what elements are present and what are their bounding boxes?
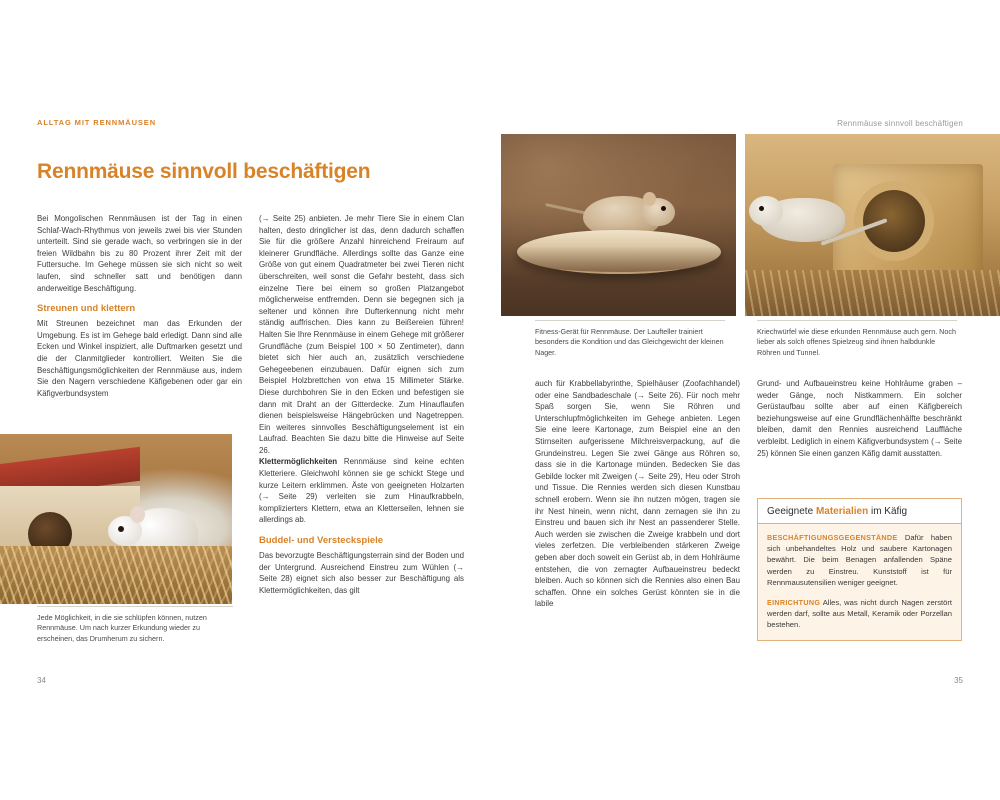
page-title: Rennmäuse sinnvoll beschäftigen xyxy=(37,160,371,183)
gerbil-eye xyxy=(759,206,764,211)
photo-gerbil-on-running-disc xyxy=(501,134,736,316)
right-column-1 xyxy=(535,378,740,610)
gerbil-head xyxy=(749,196,783,226)
paragraph-einstreu: Grund- und Aufbaueinstreu keine Hohlräume graben – weder Gänge, noch Nistkammern. Ein solcher Gerüstaufbau sollte aber auf einen Käfigbereich beziehungsweise auf eine Grundflächenhälfte beschränkt bleiben, damit den Rennies ausreichend Lauffläche verbleibt. Lediglich in einem Käfigverbundsystem (→ Seite 25) können Sie einen ganzen Käfig damit ausstatten. xyxy=(757,379,962,458)
info-box-text-2: Alles, was nicht durch Nagen zerstört werden darf, sollte aus Metall, Keramik oder Porzellan bestehen. xyxy=(767,598,952,630)
paragraph-gehege: (→ Seite 25) anbieten. Je mehr Tiere Sie in einem Clan halten, desto dringlicher ist das, denn dadurch schaffen Sie für die größere Anzahl hinreichend Freiraum auf kleinerer Grundfläche. Allerdings sollte das Ganze eine Größe von gut einem Quadratmeter bei zwei Tieren nicht überschreiten, weil sonst die Gefahr besteht, dass sich einzelne Tiere bei einem so großen Platzangebot möglicherweise entfremden. Denn sie begegnen sich ja seltener und können ihre Dufterkennung nicht mehr ständig auffrischen. Dies kann zu Beißereien führen! Halten Sie Ihre Rennmäuse in einem Gehege mit größerer Grundfläche (zum Beispiel 100 × 50 Zentimeter), dann bietet sich hier auch an, zusätzlich verschiedene Gehegeebenen einzubauen. Dafür eignen sich zum Beispiel Holzbrettchen von etwa 15 Millimeter Stärke. Diese durchbohren Sie in den Ecken und befestigen sie dann mit Draht an der Gitterdecke. Zum Hinauflaufen dienen beispielsweise Hängebrücken und Nagetreppen. Ein weiteres sinnvolles Beschäftigungselement ist ein Laufrad. Beachten Sie dazu bitte die Hinweise auf Seite 26. xyxy=(259,214,464,455)
running-head-right: Rennmäuse sinnvoll beschäftigen xyxy=(837,119,963,128)
info-box-paragraph-1 xyxy=(767,532,952,588)
caption-wheel-photo: Fitness-Gerät für Rennmäuse. Der Laufteller trainiert besonders die Kondition und das Gleichgewicht der kleinen Nager. xyxy=(535,327,724,357)
info-box-body xyxy=(758,524,961,640)
subheading-streunen: Streunen und klettern xyxy=(37,303,136,315)
paragraph-streunen: Mit Streunen bezeichnet man das Erkunden der Umgebung. Es ist im Gehege bald erledigt. Dann sind alle Ecken und Winkel inspiziert, alle Duftmarken gesetzt und die der Clanmitglieder kontrolliert. Weiten Sie die Beschäftigungsmöglichkeiten der Rennmäuse aus, indem Sie den Nagern verschiedene Käfigebenen oder gar ein Käfigverbundsystem xyxy=(37,319,242,398)
info-box-title-part1: Geeignete xyxy=(767,506,816,517)
intro-paragraph: Bei Mongolischen Rennmäusen ist der Tag in einen Schlaf-Wach-Rhythmus von jeweils zwei bis vier Stunden unterteilt. Sind sie gerade wach, so verbringen sie in der freien Wildbahn bis zu 80 Prozent ihrer Zeit mit der Futtersuche. Im Gehege müssen sie sich nicht so weit laufen, sind schneller satt und benötigen dann anderweitige Beschäftigung. xyxy=(37,214,242,293)
folio-right: 35 xyxy=(954,676,963,685)
info-box-text-1: Dafür haben sich unbehandeltes Holz und saubere Kartonagen bewährt. Die beim Benagen anfallenden Späne werden zu Einstreu. Kunststoff ist für Rennmausutensilien weniger geeignet. xyxy=(767,533,952,587)
paragraph-klettermoeglichkeiten-text: Rennmäuse sind keine echten Kletteriere. Gleichwohl können sie ge schickt Stege und kurze Leitern erklimmen. Äste von geeigneten Holzarten (→ Seite 29) verleiten sie zum Hinaufkrabbeln, komplizierters Klettern, etwa an Kletterseilen, lehnen sie allerdings ab. xyxy=(259,457,464,525)
info-box-title-part2: im Käfig xyxy=(868,506,908,517)
gerbil-eye xyxy=(118,526,124,532)
info-box-title-accent: Materialien xyxy=(815,506,869,517)
caption-tunnel-photo: Kriechwürfel wie diese erkunden Rennmäuse auch gern. Noch lieber als solch offenes Spielzeug sind ihnen halbdunkle Röhren und Tunnel. xyxy=(757,327,956,357)
caption-house-photo: Jede Möglichkeit, in die sie schlüpfen können, nutzen Rennmäuse. Um nach kurzer Erkundung wieder zu erscheinen, das Drumherum zu sichern. xyxy=(37,613,207,643)
running-head-left: ALLTAG MIT RENNMÄUSEN xyxy=(37,118,157,127)
straw-bedding xyxy=(0,546,232,604)
caption-divider xyxy=(535,320,725,321)
info-box-materials xyxy=(757,498,962,641)
paragraph-klettermoeglichkeiten xyxy=(259,456,464,526)
paragraph-buddel: Das bevorzugte Beschäftigungsterrain sind der Boden und der Untergrund. Ausreichend Einstreu zum Wühlen (→ Seite 28) eignet sich also besser zur Beschäftigung als Klettermöglichkeiten, das gilt xyxy=(259,551,464,595)
folio-left: 34 xyxy=(37,676,46,685)
left-column-1 xyxy=(37,213,242,399)
info-box-lead-2: EINRICHTUNG xyxy=(767,598,821,608)
left-column-2 xyxy=(259,213,464,596)
running-disc-edge xyxy=(517,246,721,272)
gerbil-ear xyxy=(130,506,145,523)
bedding-ground xyxy=(745,270,1000,316)
crawl-cube-hole xyxy=(863,190,925,252)
info-box-lead-1: BESCHÄFTIGUNGSGEGENSTÄNDE xyxy=(767,533,898,542)
paragraph-roehren: auch für Krabbellabyrinthe, Spielhäuser (Zoofachhandel) oder eine Sandbadeschale (→ Seite 26). Für noch mehr Spaß sorgen Sie, wenn Sie Röhren und Unterschlupfmöglichkeiten im Gehege anbieten. Legen Sie eine leere Kartonage, zum Beispiel eine an den Stirnseiten aufgerissene Milchreisverpackung, auf die Grundeinstreu. Legen Sie zwei Gänge aus Röhren so, dass sie in die Kartonage münden. Bedecken Sie das Gebilde locker mit Zweigen (→ Seite 29), Heu oder Stroh und Tissue. Die Rennies werden sich diesen Kunstbau schnell erobern. Wenn sie ihn nutzen mögen, tragen sie ihr Nest hinein, wenn nicht, dann zernagen sie ihn zu Einstreu und bauen sich ihr Nest an passenderer Stelle. Auch werden sie zwischen die Zweige krabbeln und dort vieles zerfetzen. Die verbleibenden stärkeren Zweige geben aber doch soweit ein Gerüst ab, in dem Hohlräume entstehen, die von zernagter Aufbaueinstreu bedeckt bleiben. Auch so können sich die Rennies also einen Bau schaffen. Ohne ein solches Gerüst könnten sie in die labile xyxy=(535,379,740,609)
caption-divider xyxy=(37,606,233,607)
photo-gerbil-with-crawl-cube xyxy=(745,134,1000,316)
caption-divider xyxy=(757,320,957,321)
photo-gerbil-in-house xyxy=(0,434,232,604)
gerbil-ear xyxy=(643,192,656,206)
gerbil-eye xyxy=(661,206,666,211)
subheading-buddel: Buddel- und Versteckspiele xyxy=(259,535,384,547)
right-column-2 xyxy=(757,378,962,459)
info-box-paragraph-2 xyxy=(767,597,952,631)
info-box-title xyxy=(758,499,961,524)
runin-klettermoeglichkeiten: Klettermöglichkeiten xyxy=(259,457,338,467)
